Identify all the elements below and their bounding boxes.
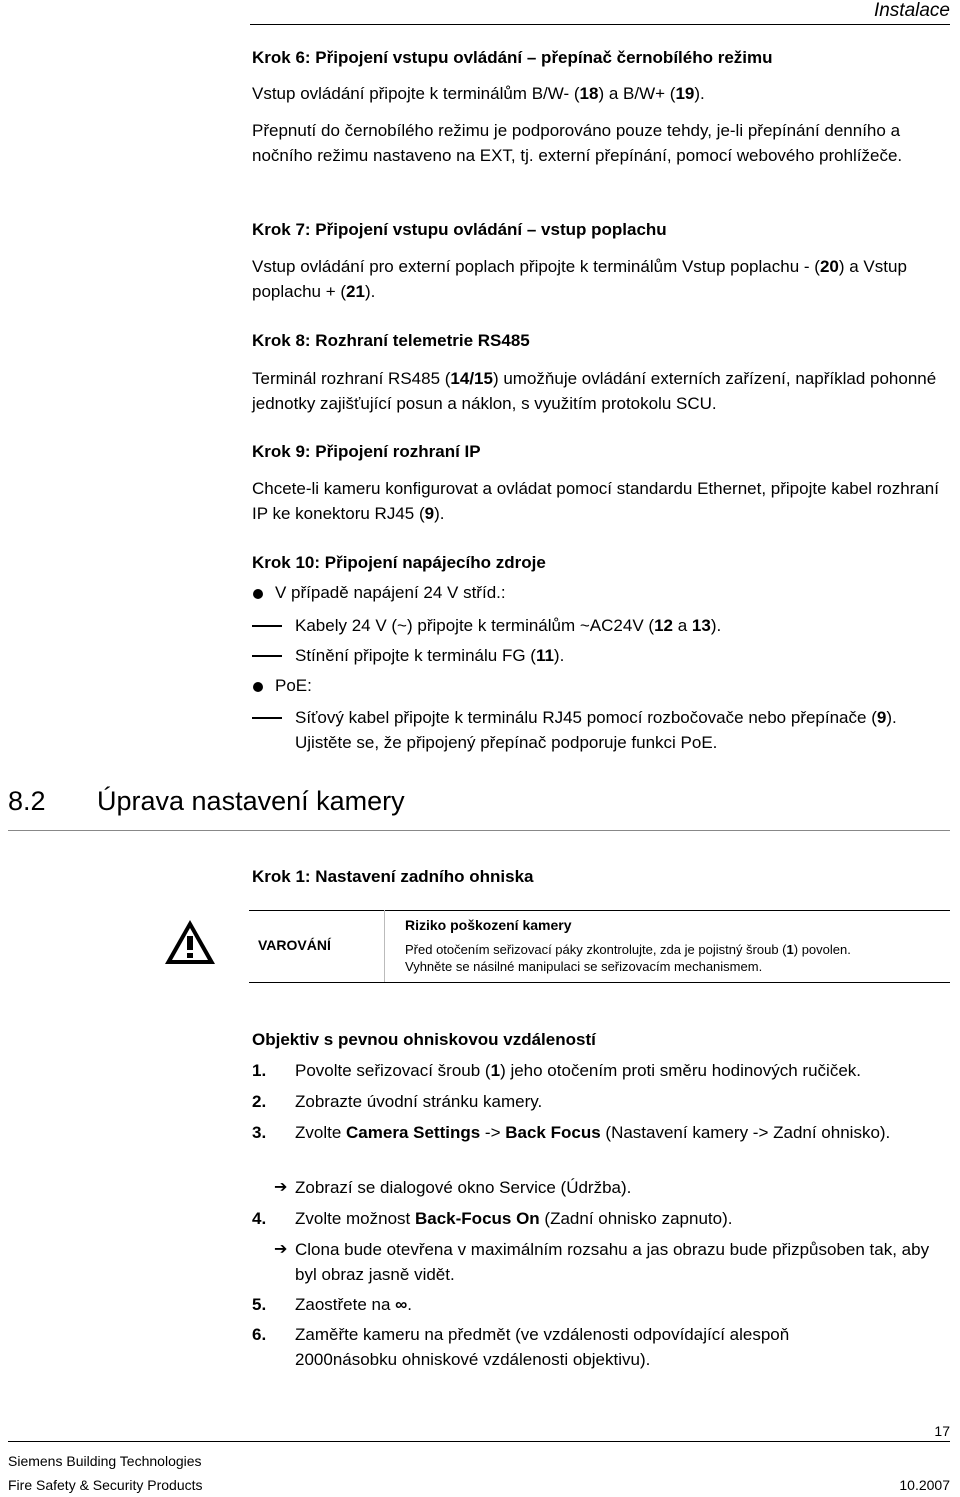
terminal-number: 18 [579,84,599,103]
step-text [295,1206,905,1231]
warning-title: Riziko poškození kamery [405,917,572,933]
warning-triangle-icon [163,917,217,972]
dash-icon [252,625,282,627]
terminal-number: 9 [876,708,887,727]
dash-icon [252,717,282,719]
step6-paragraph-1 [252,81,952,106]
page-number: 17 [934,1423,950,1439]
text: ) umožňuje ovládání externích zařízení, například pohonné jednotky zajišťující posun a náklon, s využitím protokolu SCU. [252,369,937,413]
dash-item [252,613,952,638]
text: Síťový kabel připojte k terminálu RJ45 pomocí rozbočovače nebo přepínače ( [295,708,877,727]
text: ) a B/W+ ( [598,84,676,103]
terminal-number: 19 [675,84,695,103]
numbered-step [252,1058,952,1083]
step-number: 1. [252,1061,267,1080]
text: Kabely 24 V (~) připojte k terminálům ~AC24V ( [295,616,655,635]
text: Zvolte možnost [295,1209,415,1228]
terminal-number: 13 [691,616,711,635]
text: ) povolen. [793,942,851,957]
dash-item [252,705,952,755]
footer-rule [8,1441,950,1442]
text: -> [480,1123,506,1142]
bullet-item [252,583,506,603]
footer-date: 10.2007 [899,1477,950,1493]
text: Vstup ovládání pro externí poplach připojte k terminálům Vstup poplachu - ( [252,257,820,276]
text: ). [434,504,445,523]
text: a [672,616,692,635]
text: Povolte seřizovací šroub ( [295,1061,491,1080]
step-number: 5. [252,1295,267,1314]
bullet-dot-icon [253,682,263,692]
arrow-right-icon: ➔ [274,1241,288,1258]
text: . [407,1295,413,1314]
step-number: 2. [252,1092,267,1111]
text: ). [553,646,565,665]
numbered-step [252,1089,952,1114]
footer-division: Fire Safety & Security Products [8,1477,203,1493]
step9-paragraph [252,476,952,526]
step-text: Zaměřte kameru na předmět (ve vzdálenosti odpovídající alespoň 2000násobku ohniskové vzdálenosti objektivu). [295,1325,790,1369]
text: Terminál rozhraní RS485 ( [252,369,451,388]
result-text: Clona bude otevřena v maximálním rozsahu a jas obrazu bude přizpůsoben tak, aby byl obraz jasně vidět. [295,1240,930,1284]
screw-number: 1 [786,942,794,957]
step6-title: Krok 6: Připojení vstupu ovládání – přepínač černobílého režimu [252,48,773,67]
objective-title: Objektiv s pevnou ohniskovou vzdáleností [252,1030,596,1049]
terminal-number: 12 [654,616,673,635]
bullet-text: PoE: [275,676,312,695]
menu-option: Back-Focus On [415,1209,540,1228]
dash-text [295,705,945,755]
terminal-number: 14/15 [450,369,493,388]
result-text: Zobrazí se dialogové okno Service (Údržba). [295,1178,632,1197]
text: Před otočením seřizovací páky zkontrolujte, zda je pojistný šroub ( [405,942,787,957]
terminal-number: 20 [819,257,839,276]
text: ) a Vstup poplachu + ( [252,257,907,301]
text: Zvolte [295,1123,347,1142]
bullet-dot-icon [253,589,263,599]
step10-title: Krok 10: Připojení napájecího zdroje [252,553,546,572]
terminal-number: 9 [424,504,435,523]
step-number: 4. [252,1209,267,1228]
step7-paragraph [252,254,952,304]
step1-title: Krok 1: Nastavení zadního ohniska [252,867,534,886]
numbered-step [252,1206,952,1231]
step8-title: Krok 8: Rozhraní telemetrie RS485 [252,331,530,350]
terminal-number: 21 [346,282,365,301]
section-title: Úprava nastavení kamery [97,786,405,816]
text: (Zadní ohnisko zapnuto). [539,1209,733,1228]
result-item [252,1237,952,1287]
dash-text [295,643,955,668]
text: Vstup ovládání připojte k terminálům B/W- ( [252,84,580,103]
footer-company: Siemens Building Technologies [8,1453,202,1469]
step-text [295,1058,945,1083]
infinity-symbol: ∞ [395,1295,408,1314]
text: Zaostřete na [295,1295,396,1314]
numbered-step [252,1292,952,1317]
step-number: 3. [252,1123,267,1142]
step-number: 6. [252,1325,267,1344]
terminal-number: 11 [535,646,554,665]
step9-title: Krok 9: Připojení rozhraní IP [252,442,481,461]
header-rule [250,24,950,25]
menu-path: Camera Settings [346,1123,481,1142]
screw-number: 1 [490,1061,501,1080]
warning-line-1 [405,941,950,959]
step7-title: Krok 7: Připojení vstupu ovládání – vstup poplachu [252,220,667,239]
text: ) jeho otočením proti směru hodinových ručiček. [500,1061,862,1080]
text: ). [694,84,705,103]
step8-paragraph [252,366,952,416]
step6-paragraph-2: Přepnutí do černobílého režimu je podporováno pouze tehdy, je-li přepínání denního a nočního režimu nastaveno na EXT, tj. externí přepínání, pomocí webového prohlížeče. [252,121,903,165]
step-text [295,1120,895,1145]
section-number: 8.2 [8,786,46,816]
arrow-right-icon: ➔ [274,1179,288,1196]
warning-label: VAROVÁNÍ [258,937,331,953]
text: Chcete-li kameru konfigurovat a ovládat pomocí standardu Ethernet, připojte kabel rozhraní IP ke konektoru RJ45 ( [252,479,939,523]
dash-text [295,613,955,638]
step-text [295,1292,905,1317]
step-text: Zobrazte úvodní stránku kamery. [295,1092,543,1111]
header-label: Instalace [873,0,950,21]
warning-top-rule [249,910,950,911]
warning-separator [384,910,385,983]
bullet-text: V případě napájení 24 V stříd.: [275,583,506,602]
warning-bottom-rule [249,982,950,983]
numbered-step [252,1322,952,1372]
menu-path: Back Focus [505,1123,601,1142]
section-rule [8,830,950,831]
text: ). [710,616,722,635]
dash-icon [252,655,282,657]
result-item [252,1175,952,1200]
text: (Nastavení kamery -> Zadní ohnisko). [600,1123,891,1142]
bullet-item [252,676,312,696]
text: ). [364,282,376,301]
dash-item [252,643,952,668]
numbered-step [252,1120,952,1170]
text: ). Ujistěte se, že připojený přepínač podporuje funkci PoE. [295,708,897,752]
text: Stínění připojte k terminálu FG ( [295,646,536,665]
warning-line-2: Vyhněte se násilné manipulaci se seřizovacím mechanismem. [405,959,763,974]
